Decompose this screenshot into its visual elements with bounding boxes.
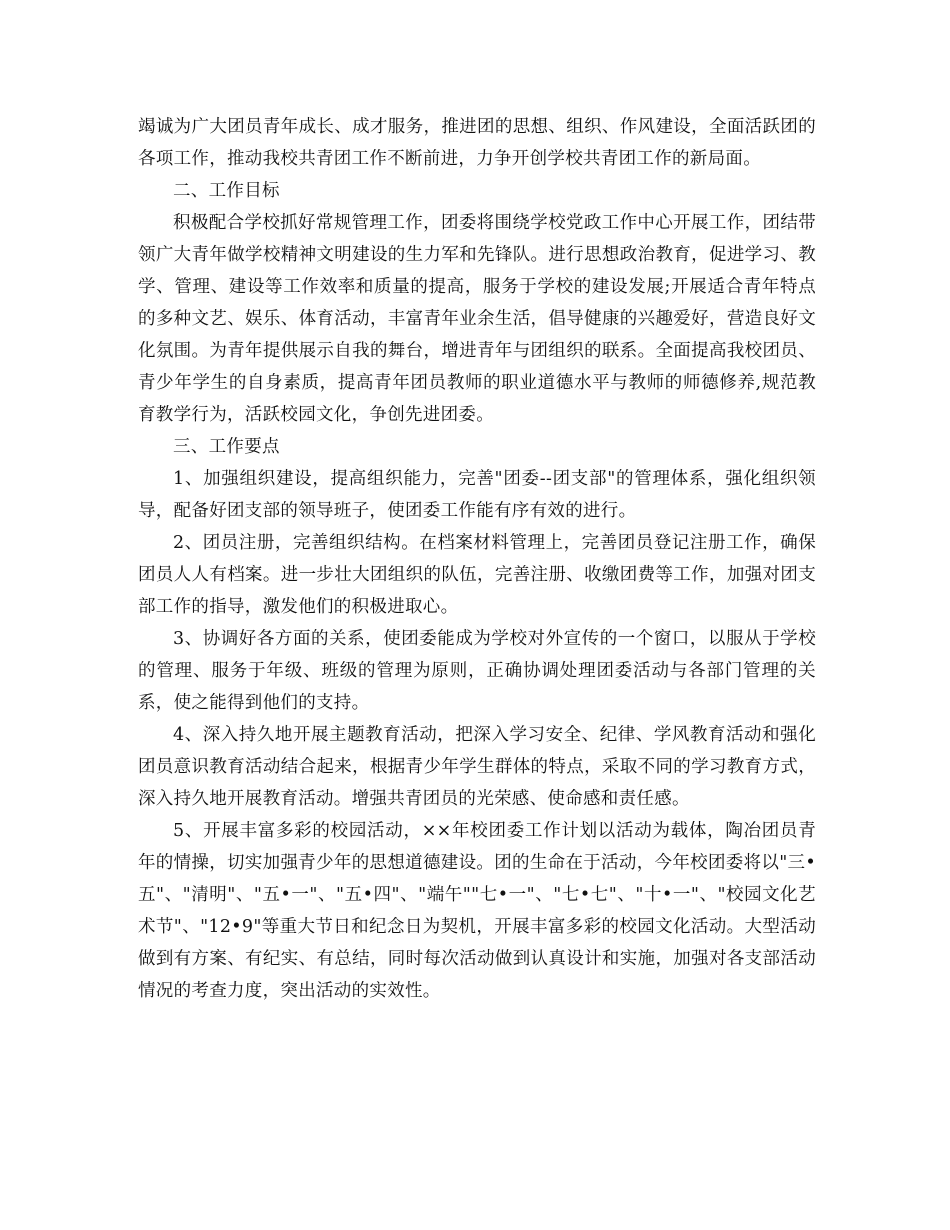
paragraph-point-1: 1、加强组织建设，提高组织能力，完善"团委--团支部"的管理体系，强化组织领导，配备好团支部的领导班子，使团委工作能有序有效的进行。	[138, 469, 816, 521]
paragraph-intro-continuation: 竭诚为广大团员青年成长、成才服务，推进团的思想、组织、作风建设，全面活跃团的各项工作，推动我校共青团工作不断前进，力争开创学校共青团工作的新局面。	[138, 117, 816, 169]
paragraph-work-goals: 积极配合学校抓好常规管理工作，团委将围绕学校党政工作中心开展工作，团结带领广大青年做学校精神文明建设的生力军和先锋队。进行思想政治教育，促进学习、教学、管理、建设等工作效率和质量的提高，服务于学校的建设发展;开展适合青年特点的多种文艺、娱乐、体育活动，丰富青年业余生活，倡导健康的兴趣爱好，营造良好文化氛围。为青年提供展示自我的舞台，增进青年与团组织的联系。全面提高我校团员、青少年学生的自身素质，提高青年团员教师的职业道德水平与教师的师德修养,规范教育教学行为，活跃校园文化，争创先进团委。	[138, 213, 816, 425]
heading-work-points: 三、工作要点	[173, 437, 280, 457]
paragraph-point-5: 5、开展丰富多彩的校园活动，××年校团委工作计划以活动为载体，陶冶团员青年的情操，切实加强青少年的思想道德建设。团的生命在于活动，今年校团委将以"三•五"、"清明"、"五•一"、"五•四"、"端午""七•一"、"七•七"、"十•一"、"校园文化艺术节"、"12•9"等重大节日和纪念日为契机，开展丰富多彩的校园文化活动。大型活动做到有方案、有纪实、有总结，同时每次活动做到认真设计和实施，加强对各支部活动情况的考查力度，突出活动的实效性。	[138, 821, 816, 1001]
paragraph-point-2: 2、团员注册，完善组织结构。在档案材料管理上，完善团员登记注册工作，确保团员人人有档案。进一步壮大团组织的队伍，完善注册、收缴团费等工作，加强对团支部工作的指导，激发他们的积极进取心。	[138, 533, 816, 617]
paragraph-point-4: 4、深入持久地开展主题教育活动，把深入学习安全、纪律、学风教育活动和强化团员意识教育活动结合起来，根据青少年学生群体的特点，采取不同的学习教育方式，深入持久地开展教育活动。增强共青团员的光荣感、使命感和责任感。	[138, 725, 816, 809]
document-page	[138, 111, 816, 1007]
paragraph-point-3: 3、协调好各方面的关系，使团委能成为学校对外宣传的一个窗口，以服从于学校的管理、服务于年级、班级的管理为原则，正确协调处理团委活动与各部门管理的关系，使之能得到他们的支持。	[138, 629, 816, 713]
heading-work-goals: 二、工作目标	[173, 181, 280, 201]
